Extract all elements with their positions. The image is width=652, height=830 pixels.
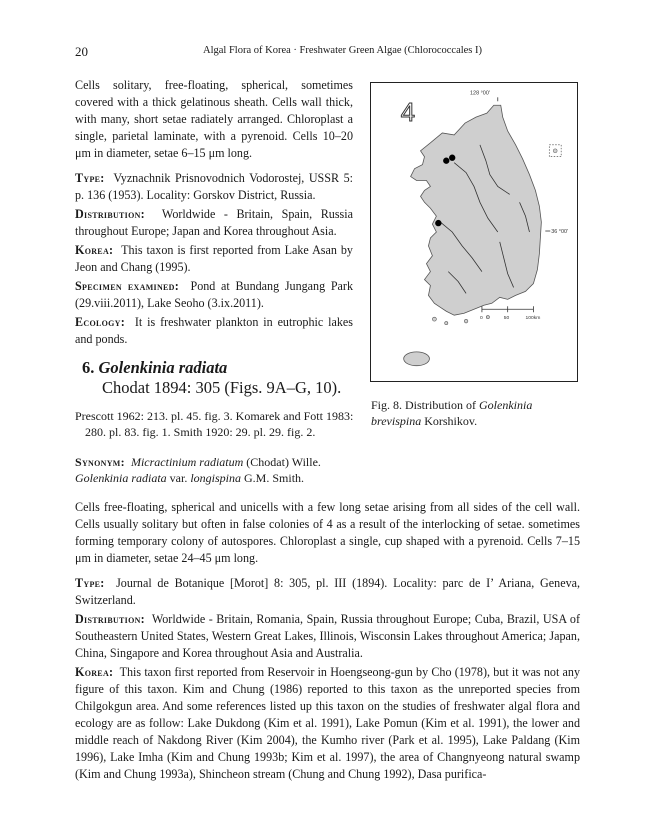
prev-specimen xyxy=(75,278,353,312)
map-label-number: 4 xyxy=(400,99,416,128)
prev-ecology xyxy=(75,314,353,348)
previous-species-block xyxy=(75,77,353,348)
description-text: Cells free-floating, spherical and unicells with a few long setae arising from all sides of the cell wall. Cells usually solitary but often in false colonies of 4 as a result of the interlocking of setae. sometimes forming temporary colony of autospores. Chloroplast a single, cup shaped with a pyrenoid. Cells 7–15 μm in diameter, setae 24–45 μm long. xyxy=(75,500,580,565)
synonym-author-1: (Chodat) Wille. xyxy=(243,455,321,469)
type2-text: Journal de Botanique [Morot] 8: 305, pl. III (1894). Locality: parc de I’ Ariana, Geneva, Switzerland. xyxy=(75,576,581,607)
type-text: Vyznachnik Prisnovodnich Vodorostej, USSR 5: p. 136 (1953). Locality: Gorskov District, Russia. xyxy=(75,171,353,202)
ecology-label: Ecology: xyxy=(75,315,126,329)
distribution-point xyxy=(443,158,449,164)
synonym-author-2: G.M. Smith. xyxy=(241,471,305,485)
species-heading xyxy=(82,358,341,398)
korea2-label: Korea: xyxy=(75,665,114,679)
references-text: Prescott 1962: 213. pl. 45. fig. 3. Komarek and Fott 1983: 280. pl. 83. fig. 1. Smith 1920: 29. pl. 29. fig. 2. xyxy=(75,409,354,439)
scale-label-50: 50 xyxy=(503,316,510,322)
caption-species: Golenkinia brevispina xyxy=(371,398,533,428)
distribution2-text: Worldwide - Britain, Romania, Spain, Russia throughout Europe; Cuba, Brazil, USA of Southeastern United States, Western Great Lakes, Illinois, Wisconsin Lakes throughout America; Japan, China, Singapore and Korea throughout Asia and Australia. xyxy=(75,612,580,660)
scale-label-100: 100km xyxy=(525,316,541,322)
details-block xyxy=(75,575,580,785)
prev-korea xyxy=(75,242,353,276)
synonym-name-2: Golenkinia radiata xyxy=(75,471,167,485)
synonym-name-1: Micractinium radiatum xyxy=(130,455,244,469)
distribution-map xyxy=(370,82,578,382)
jeju-island xyxy=(404,352,430,366)
island-4 xyxy=(486,316,489,319)
longitude-label: 128 °00' xyxy=(470,90,490,97)
type-paragraph xyxy=(75,575,580,609)
type2-label: Type: xyxy=(75,576,105,590)
distribution2-label: Distribution: xyxy=(75,612,146,626)
synonym-var: var. xyxy=(166,471,191,485)
distribution-paragraph xyxy=(75,611,580,662)
prev-type xyxy=(75,170,353,204)
description-block xyxy=(75,499,580,567)
korea-paragraph xyxy=(75,664,580,783)
species-name: Golenkinia radiata xyxy=(98,358,228,377)
ulleung-island xyxy=(553,149,557,153)
prev-distribution xyxy=(75,206,353,240)
caption-prefix: Fig. 8. Distribution of xyxy=(371,398,480,412)
peninsula-shape xyxy=(411,105,542,315)
korea-text: This taxon is first reported from Lake Asan by Jeon and Chang (1995). xyxy=(75,243,353,274)
distribution-label: Distribution: xyxy=(75,207,146,221)
specimen-text: Pond at Bundang Jungang Park (29.viii.2011), Lake Seoho (3.ix.2011). xyxy=(75,279,353,310)
page-number: 20 xyxy=(75,44,88,59)
island-1 xyxy=(432,317,436,321)
species-number: 6. xyxy=(82,358,95,377)
korea-label: Korea: xyxy=(75,243,114,257)
synonym-label: Synonym: xyxy=(75,455,125,469)
scale-label-0: 0 xyxy=(479,316,483,322)
island-3 xyxy=(464,319,468,323)
korea2-text: This taxon first reported from Reservoir in Hoengseong-gun by Cho (1978), but it was not any figure of this taxon. Kim and Chung (1986) reported to this taxon as the unreported species from Chilgokgun area. And some references listed up this taxon on the studies of freshwater algal flora and ecology are as follow: Lake Dukdong (Kim et al. 1991), Lake Pomun (Kim et al. 1991), the lower and middle reach of Nakdong River (Kim 2004), the Kumho river (Park et al. 1995), Lake Paldang (Kim 1996), Lake Imha (Kim and Chung 1993b; Kim et al. 1997), the area of Changnyeong natural swamp (Kim and Chung 1993a), Shincheon stream (Chung and Chung 1992), Dasa purifica- xyxy=(75,665,580,781)
prev-description: Cells solitary, free-floating, spherical, sometimes covered with a thick gelatinous sheath. Cells wall thick, with many, short setae radiately arranged. Chloroplast a single, parietal laminate, with a pyrenoid. Cells 10–20 μm in diameter, setae 6–15 μm long. xyxy=(75,78,353,160)
figure-caption xyxy=(371,397,581,429)
latitude-label: 36 °00' xyxy=(551,228,569,235)
synonym-name-3: longispina xyxy=(190,471,242,485)
distribution-text: Worldwide - Britain, Spain, Russia throughout Europe; Japan and Korea throughout Asia. xyxy=(75,207,353,238)
type-label: Type: xyxy=(75,171,105,185)
synonym-block xyxy=(75,454,360,486)
distribution-point xyxy=(449,155,455,161)
specimen-label: Specimen examined: xyxy=(75,279,180,293)
korea-map-svg xyxy=(371,83,577,381)
distribution-point xyxy=(435,220,441,226)
caption-suffix: Korshikov. xyxy=(421,414,478,428)
running-title: Algal Flora of Korea · Freshwater Green Algae (Chlorococcales I) xyxy=(203,45,483,56)
ecology-text: It is freshwater plankton in eutrophic lakes and ponds. xyxy=(75,315,353,346)
island-2 xyxy=(445,322,448,325)
synonym-line xyxy=(75,454,360,486)
references-block xyxy=(75,408,355,440)
species-authority: Chodat 1894: 305 (Figs. 9A–G, 10). xyxy=(102,378,342,397)
